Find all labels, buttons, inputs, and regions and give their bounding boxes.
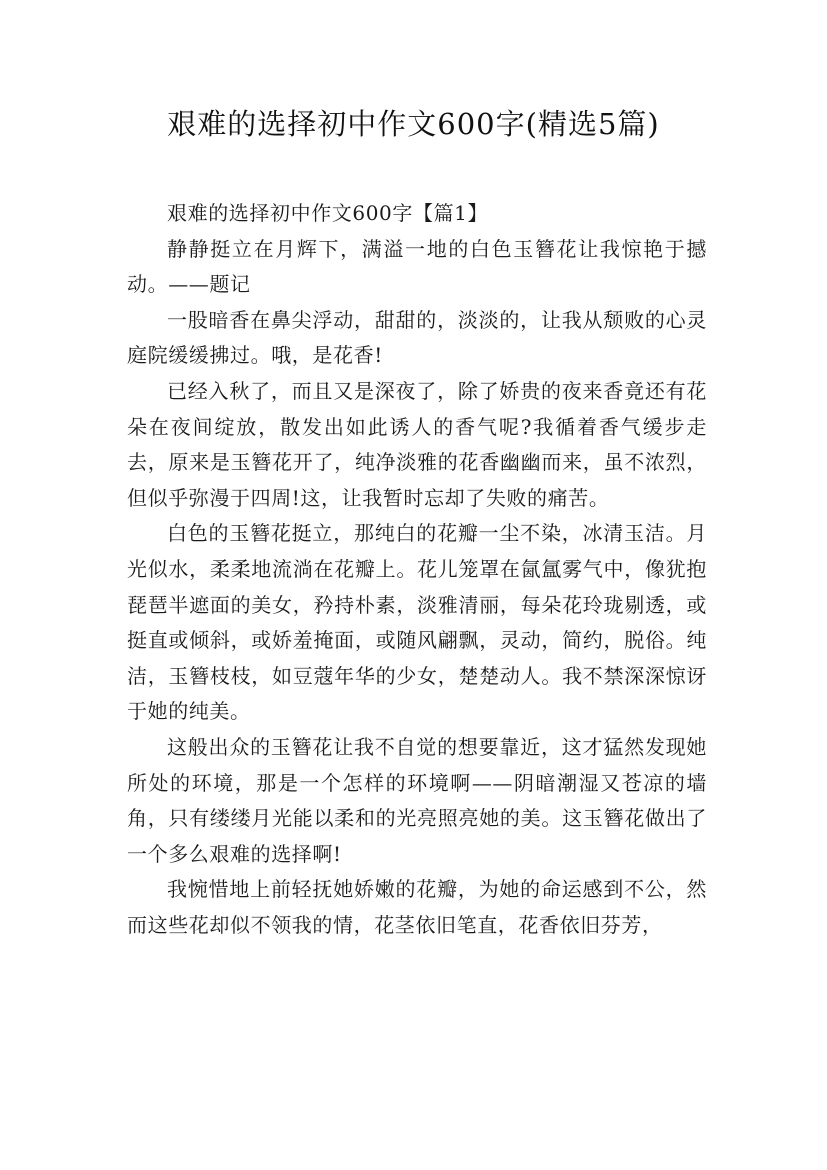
paragraph: 一股暗香在鼻尖浮动，甜甜的，淡淡的，让我从颓败的心灵庭院缓缓拂过。哦，是花香! xyxy=(127,307,707,368)
paragraph: 白色的玉簪花挺立，那纯白的花瓣一尘不染，冰清玉洁。月光似水，柔柔地流淌在花瓣上。花儿笼罩在氤氲雾气中，像犹抱琵琶半遮面的美女，矜持朴素，淡雅清丽，每朵花玲珑剔透，或挺直或倾斜，或娇羞掩面，或随风翩飘，灵动，简约，脱俗。纯洁，玉簪枝枝，如豆蔻年华的少女，楚楚动人。我不禁深深惊讶于她的纯美。 xyxy=(127,521,707,724)
document-body xyxy=(127,196,707,943)
paragraph: 静静挺立在月辉下，满溢一地的白色玉簪花让我惊艳于撼动。——题记 xyxy=(127,236,707,297)
paragraph: 已经入秋了，而且又是深夜了，除了娇贵的夜来香竟还有花朵在夜间绽放，散发出如此诱人的香气呢?我循着香气缓步走去，原来是玉簪花开了，纯净淡雅的花香幽幽而来，虽不浓烈，但似乎弥漫于四周!这，让我暂时忘却了失败的痛苦。 xyxy=(127,378,707,510)
section-heading: 艰难的选择初中作文600字【篇1】 xyxy=(167,201,489,225)
paragraph: 我惋惜地上前轻抚她娇嫩的花瓣，为她的命运感到不公，然而这些花却似不领我的情，花茎依旧笔直，花香依旧芬芳， xyxy=(127,877,707,937)
document-title: 艰难的选择初中作文600字(精选5篇) xyxy=(167,107,660,141)
paragraph: 这般出众的玉簪花让我不自觉的想要靠近，这才猛然发现她所处的环境，那是一个怎样的环境啊——阴暗潮湿又苍凉的墙角，只有缕缕月光能以柔和的光亮照亮她的美。这玉簪花做出了一个多么艰难的选择啊! xyxy=(127,734,707,866)
